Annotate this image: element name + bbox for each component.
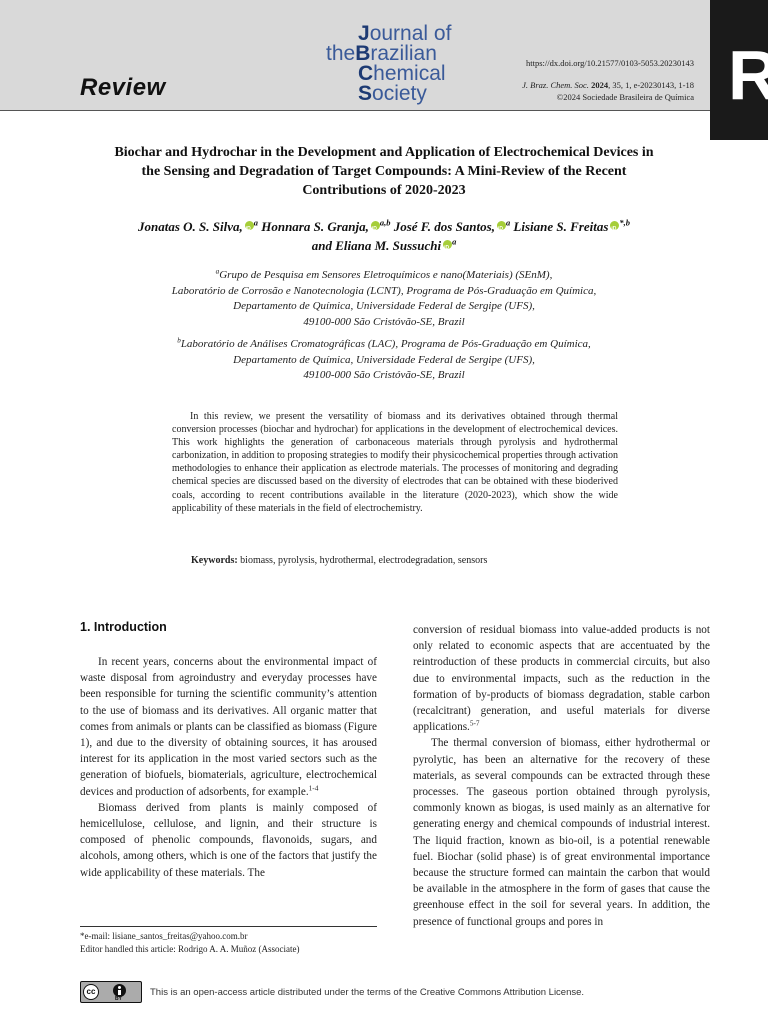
abstract: In this review, we present the versatility of biomass and its derivatives obtained through thermal conversion processes (biochar and hydrochar) for applications in the development of electrochemical devices. This work highlights the generation of carbonaceous materials through pyrolysis and hydrothermal carbonization, in addition to proposing strategies to modify their physicochemical properties through activation methodologies to enhance their application as electrode materials. The processes of monitoring and degrading chemical species are discussed based on the diversity of electrodes that can be obtained with these bioderived coals, according to recent contributions available in the literature (2020-2023), which show the wide applicability of these materials in the field of electrochemistry. [172,411,618,514]
doi-link[interactable]: https://dx.doi.org/10.21577/0103-5053.20230143 [526,58,694,68]
logo-text-razilian: razilian [370,42,437,65]
journal-logo [326,24,451,104]
logo-letter-s: S [358,82,373,105]
cc-icon: cc [83,984,99,1000]
body-paragraph [413,735,710,929]
footnote-email[interactable]: *e-mail: lisiane_santos_freitas@yahoo.com.br [80,931,248,941]
article-title: Biochar and Hydrochar in the Development and Application of Electrochemical Devices in the Sensing and Degradation of Target Compounds: A Mini-Review of the Recent Contributions of 2020-2023 [114,145,654,198]
author-name: and Eliana M. Sussuchi [311,238,442,253]
orcid-icon[interactable] [443,240,452,249]
citation-journal: J. Braz. Chem. Soc. [522,80,589,90]
body-column-right [413,622,710,930]
paragraph-text: The thermal conversion of biomass, either hydrothermal or pyrolytic, has been an alternative for the recovery of these materials, as several compounds can be extracted through these processes. The gaseous portion obtained through pyrolysis, commonly known as biogas, is used mainly as an alternative for generating energy and chemical compounds of industrial interest. The liquid fraction, known as bio-oil, is a potential renewable fuel. Biochar (solid phase) is of great environmental importance because the structure formed can maintain the carbon that would be available in the atmosphere in the form of gases that cause the greenhouse effect in the soil for several years. In addition, the presence of functional groups and pores in [413,737,710,928]
body-column-left [80,654,377,881]
citation-year: 2024 [591,80,609,90]
body-paragraph [80,654,377,800]
orcid-icon[interactable] [497,221,506,230]
affiliation-line: 49100-000 São Cristóvão-SE, Brazil [303,315,465,328]
affiliation-mark: b [177,336,181,345]
logo-letter-j: J [358,22,370,45]
cc-by-license-icon[interactable] [80,981,142,1003]
author-affiliation-mark: *,b [619,217,630,228]
affiliation-a [110,268,658,330]
author-affiliation-mark: a [253,217,258,228]
affiliation-mark: a [215,267,220,276]
corner-letter: R [728,36,779,114]
logo-letter-b: B [355,42,371,65]
author-name: Honnara S. Granja, [261,219,369,234]
logo-text-ournal: ournal of [369,22,452,45]
footnotes [80,930,380,955]
affiliation-line [110,268,658,284]
affiliation-line [110,337,658,353]
author-affiliation-mark: a,b [379,217,391,228]
paragraph-text: Biomass derived from plants is mainly composed of hemicellulose, cellulose, and lignin, and their structure is composed of phenolic compounds, flavonoids, sugars, and alcohols, among others, which is one of the factors that justify the wide applicability of these materials. The [80,801,377,879]
orcid-icon[interactable] [245,221,254,230]
author-affiliation-mark: a [505,217,511,228]
author-name: José F. dos Santos, [393,219,495,234]
keywords [191,555,487,566]
by-label: BY [115,996,122,1002]
citation-line [522,79,694,91]
paragraph-text: In recent years, concerns about the environmental impact of waste disposal from agroindustry and everyday processes have been responsible for turning the scientific community’s attention to the use of biomass and its derivatives. All organic matter that comes from animals or plants can be classified as biomass (Figure 1), and due to the diversity of obtaining sources, it has aroused interest for its application in the most varied sectors such as the generation of biofuels, biomaterials, agriculture, electrochemical devices and production of adsorbents, for example. [80,656,377,798]
affiliation-line: Departamento de Química, Universidade Federal de Sergipe (UFS), [233,300,535,312]
body-paragraph [413,622,710,735]
affiliation-b [110,337,658,384]
affiliation-text: Grupo de Pesquisa em Sensores Eletroquímicos e nano(Materiais) (SEnM), [219,269,553,281]
affiliation-text: Laboratório de Análises Cromatográficas (LAC), Programa de Pós-Graduação em Química, [180,338,591,350]
orcid-icon[interactable] [371,221,380,230]
affiliation-line: Departamento de Química, Universidade Federal de Sergipe (UFS), [233,353,535,366]
author-list [100,217,668,255]
paragraph-text: conversion of residual biomass into value-added products is not only related to economic aspects that are accentuated by the reintroduction of these products in commercial circuits, but also due to environmental impacts, such as the reduction in the formation of by-products of biomass degradation, stable carbon (recalcitrant) generation, and useful materials for diverse applications. [413,624,710,734]
section-heading: 1. Introduction [80,620,167,634]
orcid-icon[interactable] [610,221,619,230]
logo-text-hemical: hemical [373,62,446,85]
license-bar [80,981,584,1003]
section-label: Review [80,74,166,101]
copyright-line: ©2024 Sociedade Brasileira de Química [556,92,694,102]
citation-detail: , 35, 1, e-20230143, 1-18 [608,80,694,90]
section-corner-tab [710,0,779,140]
reference-mark[interactable]: 1-4 [308,783,319,792]
author-name: Lisiane S. Freitas [513,219,609,234]
keywords-list: biomass, pyrolysis, hydrothermal, electrodegradation, sensors [237,555,488,566]
author-affiliation-mark: a [452,236,457,247]
logo-text-ociety: ociety [372,82,427,105]
affiliation-line: 49100-000 São Cristóvão-SE, Brazil [303,369,465,381]
reference-mark[interactable]: 5-7 [469,719,480,728]
author-name: Jonatas O. S. Silva, [138,219,243,234]
footnote-editor: Editor handled this article: Rodrigo A. A. Muñoz (Associate) [80,943,300,954]
footnote-divider [80,926,377,927]
keywords-label: Keywords: [191,555,238,566]
logo-text-the: the [326,42,356,65]
affiliation-line: Laboratório de Corrosão e Nanotecnologia (LCNT), Programa de Pós-Graduação em Química, [171,284,597,297]
logo-letter-c: C [358,62,374,85]
license-text: This is an open-access article distributed under the terms of the Creative Commons Attribution License. [150,986,585,998]
body-paragraph [80,800,377,881]
